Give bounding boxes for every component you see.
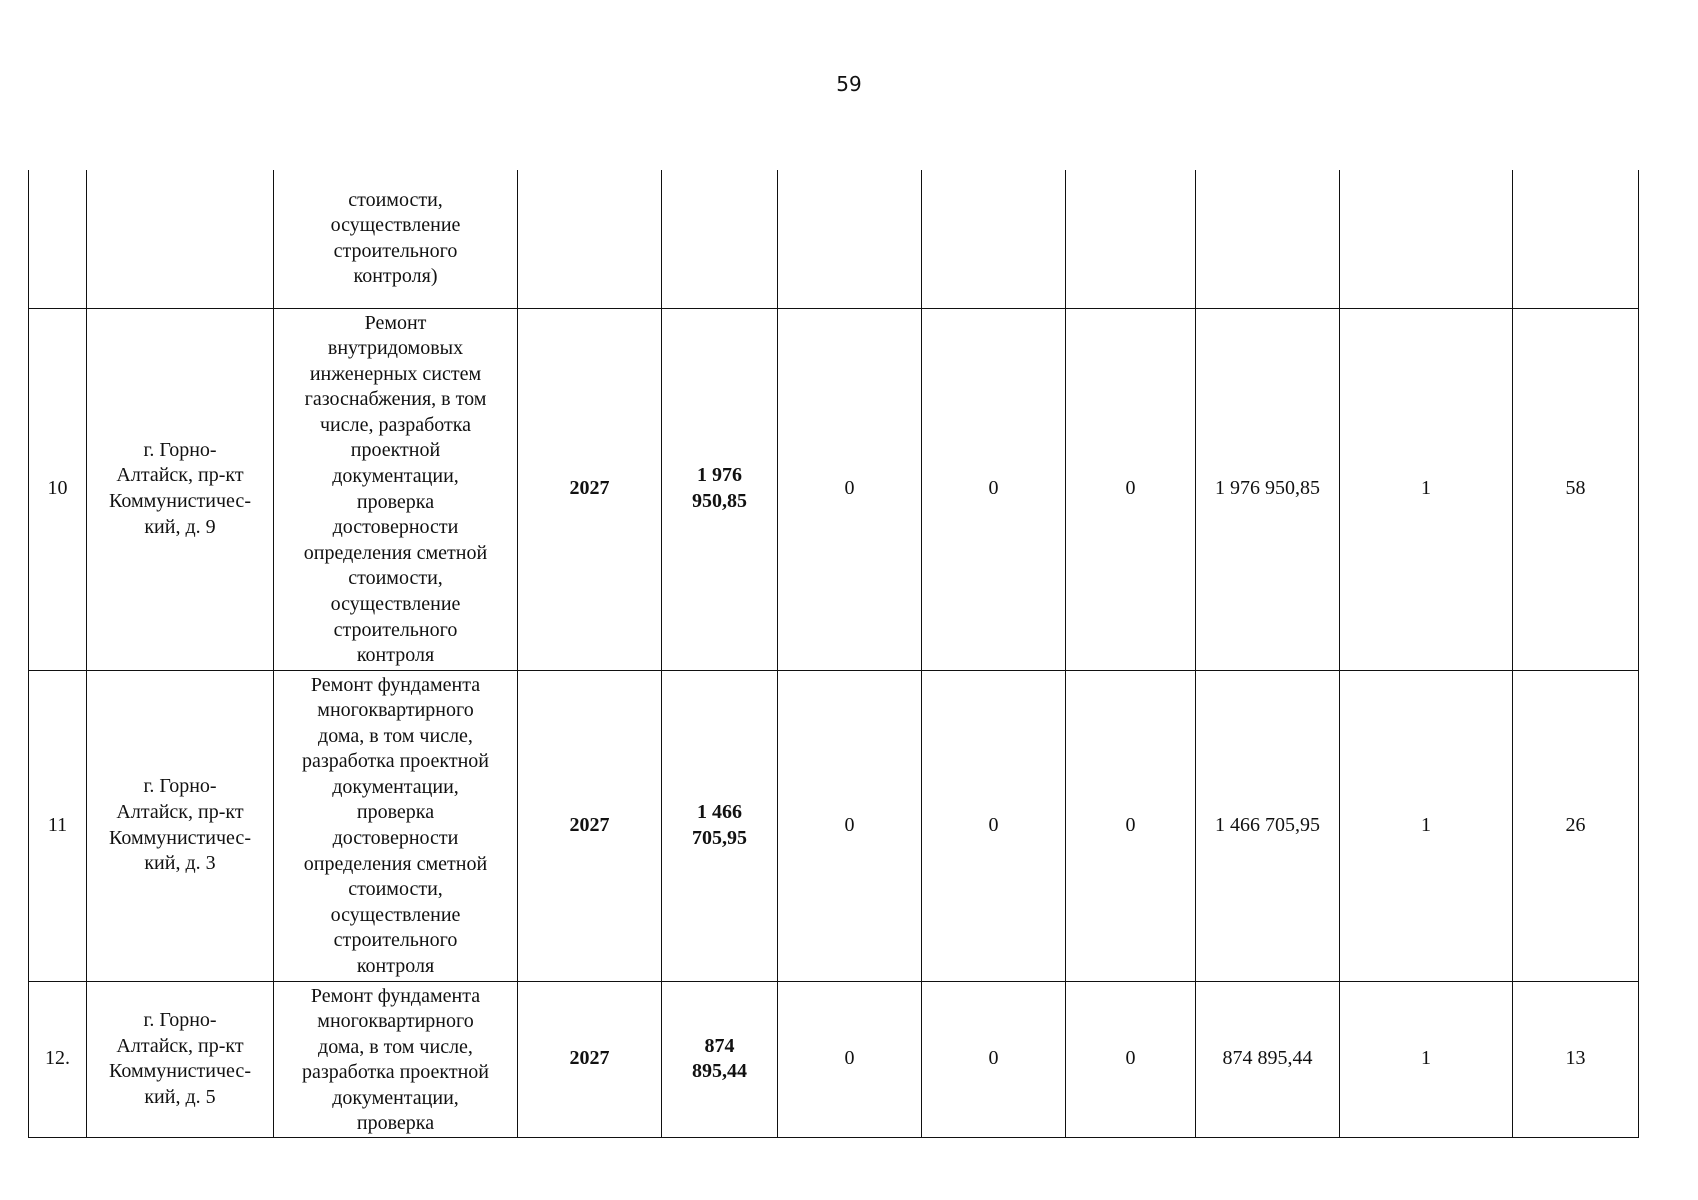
cell-year: 2027 <box>518 308 662 670</box>
repair-program-table <box>28 170 1639 1138</box>
work-line: проверка <box>356 490 435 513</box>
cell-c2: 0 <box>922 308 1066 670</box>
work-line: строительного <box>333 618 458 641</box>
work-line: дома, в том числе, <box>318 1035 473 1058</box>
cell-work-description <box>274 170 518 308</box>
cell-c1: 0 <box>778 981 922 1138</box>
cell-year: 2027 <box>518 981 662 1138</box>
cell-address <box>87 170 274 308</box>
cell-c1: 0 <box>778 308 922 670</box>
address-line: кий, д. 9 <box>144 515 216 538</box>
cell-c3 <box>1066 170 1196 308</box>
cell-num: 11 <box>29 670 87 981</box>
cell-total: 1 976 950,85 <box>1196 308 1340 670</box>
cell-c3: 0 <box>1066 981 1196 1138</box>
address-line: г. Горно- <box>143 775 217 798</box>
work-line: осуществление <box>330 214 461 237</box>
table-row-continuation <box>29 170 1639 308</box>
cell-address <box>87 981 274 1138</box>
work-line: газоснабжения, в том <box>304 388 487 411</box>
cell-address <box>87 308 274 670</box>
work-line: строительного <box>333 929 458 952</box>
address-line: Алтайск, пр-кт <box>116 464 244 487</box>
work-line: инженерных систем <box>309 362 482 385</box>
cell-c1: 0 <box>778 670 922 981</box>
work-line: разработка проектной <box>301 750 490 773</box>
work-line: документации, <box>332 465 459 488</box>
work-line: многоквартирного <box>317 699 474 722</box>
table-row <box>29 308 1639 670</box>
cell-num: 10 <box>29 308 87 670</box>
cost-line: 950,85 <box>692 490 747 512</box>
page-number: 59 <box>836 72 862 96</box>
cost-line: 1 466 <box>697 800 742 823</box>
work-line: числе, разработка <box>319 413 472 436</box>
cell-num <box>29 170 87 308</box>
address-line: г. Горно- <box>143 1009 217 1032</box>
cost-line: 1 976 <box>697 464 742 487</box>
address-line: кий, д. 5 <box>144 1085 216 1108</box>
cell-total: 874 895,44 <box>1196 981 1340 1138</box>
cell-total: 1 466 705,95 <box>1196 670 1340 981</box>
work-line: определения сметной <box>303 852 488 875</box>
table-row <box>29 981 1639 1138</box>
cell-c3: 0 <box>1066 670 1196 981</box>
address-line: Алтайск, пр-кт <box>116 1034 244 1057</box>
work-line: Ремонт <box>364 311 427 334</box>
work-line: контроля) <box>353 265 438 288</box>
cell-c2 <box>922 170 1066 308</box>
cell-c3: 0 <box>1066 308 1196 670</box>
cell-work-description <box>274 308 518 670</box>
cell-count <box>1340 170 1513 308</box>
work-line: Ремонт фундамента <box>310 984 481 1007</box>
cell-num: 12. <box>29 981 87 1138</box>
cell-address <box>87 670 274 981</box>
work-line: документации, <box>332 1086 459 1109</box>
work-line: Ремонт фундамента <box>310 673 481 696</box>
work-line: определения сметной <box>303 541 488 564</box>
cell-cost <box>662 308 778 670</box>
cell-year: 2027 <box>518 670 662 981</box>
work-line: строительного <box>333 239 458 262</box>
cell-c2: 0 <box>922 670 1066 981</box>
cost-line: 874 <box>704 1034 735 1057</box>
work-line: проверка <box>356 1112 435 1135</box>
address-line: Коммунистичес- <box>109 826 251 849</box>
cell-count: 1 <box>1340 981 1513 1138</box>
address-line: г. Горно- <box>143 438 217 461</box>
cell-c2: 0 <box>922 981 1066 1138</box>
work-line: разработка проектной <box>301 1061 490 1084</box>
work-line: стоимости, <box>348 878 443 901</box>
cell-last: 13 <box>1513 981 1639 1138</box>
cell-c1 <box>778 170 922 308</box>
work-line: стоимости, <box>348 188 443 211</box>
cell-cost <box>662 670 778 981</box>
cell-work-description <box>274 670 518 981</box>
work-line: контроля <box>356 644 435 667</box>
cell-year <box>518 170 662 308</box>
cell-total <box>1196 170 1340 308</box>
cell-cost <box>662 981 778 1138</box>
cell-last: 26 <box>1513 670 1639 981</box>
cost-line: 705,95 <box>692 826 747 849</box>
work-line: внутридомовых <box>327 337 464 360</box>
address-line: кий, д. 3 <box>144 852 216 875</box>
work-line: дома, в том числе, <box>318 724 473 747</box>
work-line: контроля <box>356 955 435 978</box>
work-line: стоимости, <box>348 567 443 590</box>
cell-count: 1 <box>1340 670 1513 981</box>
work-line: проверка <box>356 801 435 824</box>
address-line: Алтайск, пр-кт <box>116 800 244 823</box>
work-line: документации, <box>332 775 459 798</box>
address-line: Коммунистичес- <box>109 1060 251 1083</box>
cell-count: 1 <box>1340 308 1513 670</box>
cell-cost <box>662 170 778 308</box>
cell-last: 58 <box>1513 308 1639 670</box>
work-line: многоквартирного <box>317 1010 474 1033</box>
cell-work-description <box>274 981 518 1138</box>
cost-line: 895,44 <box>692 1060 747 1083</box>
work-line: осуществление <box>330 903 461 926</box>
work-line: осуществление <box>330 593 461 616</box>
work-line: достоверности <box>332 827 459 850</box>
work-line: проектной <box>350 439 441 462</box>
table-row <box>29 670 1639 981</box>
work-line: достоверности <box>332 516 459 539</box>
cell-last <box>1513 170 1639 308</box>
address-line: Коммунистичес- <box>109 490 251 512</box>
